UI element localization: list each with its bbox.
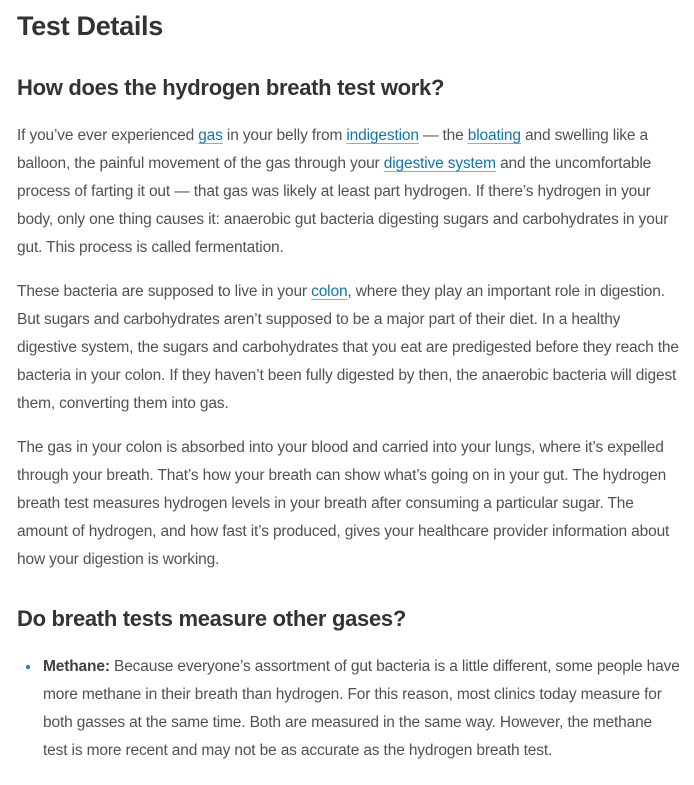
text-segment: These bacteria are supposed to live in your [17,283,312,300]
paragraph-bacteria-colon [17,278,680,418]
list-item-methane [41,653,680,765]
text-segment: and the uncomfortable process of farting it out — that gas was likely at least part hydrogen. If there’s hydrogen in your body, only one thing causes it: anaerobic gut bacteria digesting sugars and carbohydrates in your gut. This process is called fermentation. [17,155,669,256]
bullet-label: Methane: [43,658,110,675]
link-indigestion[interactable]: indigestion [346,127,419,144]
link-colon[interactable]: colon [311,283,348,300]
bullet-list [17,653,680,765]
link-bloating[interactable]: bloating [467,127,521,144]
text-segment: Because everyone’s assortment of gut bacteria is a little different, some people have more methane in their breath than hydrogen. For this reason, most clinics today measure for both gasses at the same time. Both are measured in the same way. However, the methane test is more recent and may not be as accurate as the hydrogen breath test. [43,658,680,759]
text-segment: in your belly from [222,127,347,144]
paragraph-fermentation [17,122,680,262]
text-segment: If you’ve ever experienced [17,127,199,144]
link-digestive-system[interactable]: digestive system [383,155,496,172]
section-heading-other-gases: Do breath tests measure other gases? [17,606,407,631]
section-how-test-works [17,74,680,574]
section-heading-how-test-works: How does the hydrogen breath test work? [17,75,445,100]
link-gas[interactable]: gas [198,127,223,144]
text-segment: — the [418,127,468,144]
text-segment: and swelling like a balloon, the painful movement of the gas through your [17,127,648,172]
text-segment: , where they play an important role in digestion. But sugars and carbohydrates aren’t supposed to be a major part of their diet. In a healthy digestive system, the sugars and carbohydrates that you eat are predigested before they reach the bacteria in your colon. If they haven’t been fully digested by then, the anaerobic bacteria will digest them, converting them into gas. [17,283,679,412]
section-other-gases [17,605,680,765]
page-title: Test Details [17,11,163,41]
text-segment: The gas in your colon is absorbed into your blood and carried into your lungs, where it’s expelled through your breath. That’s how your breath can show what’s going on in your gut. The hydrogen breath test measures hydrogen levels in your breath after consuming a particular sugar. The amount of hydrogen, and how fast it’s produced, gives your healthcare provider information about how your digestion is working. [17,439,670,568]
paragraph-breath-measurement [17,434,680,574]
